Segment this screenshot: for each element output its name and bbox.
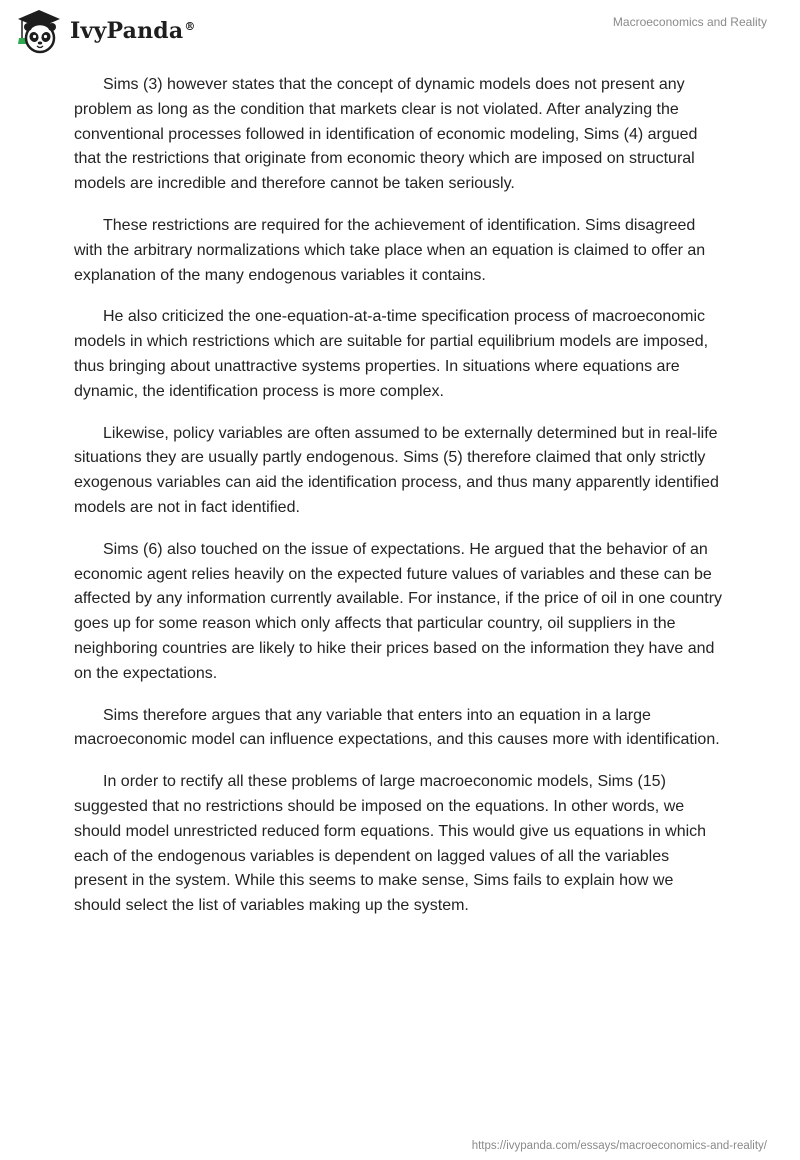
paragraph: Sims therefore argues that any variable that enters into an equation in a large macroeconomic model can influence expectations, and this causes more with identification. — [74, 706, 720, 749]
registered-mark: ® — [184, 19, 196, 33]
panda-graduate-icon — [14, 8, 64, 54]
paragraph: Likewise, policy variables are often assumed to be externally determined but in real-life situations they are usually partly endogenous. Sims (5) therefore claimed that only strictly exogenous variables can aid the identification process, and thus many apparently identified models are not in fact identified. — [74, 424, 719, 516]
ivypanda-logo[interactable] — [14, 8, 196, 54]
paragraph: These restrictions are required for the achievement of identification. Sims disagreed with the arbitrary normalizations which take place when an equation is claimed to offer an explanation of the many endogenous variables it contains. — [74, 216, 706, 284]
essay-body — [74, 73, 724, 936]
brand-name: IvyPanda® — [70, 18, 196, 44]
paragraph: He also criticized the one-equation-at-a-time specification process of macroeconomic models in which restrictions which are suitable for partial equilibrium models are imposed, thus bringing about unattractive systems properties. In situations where equations are dynamic, the identification process is more complex. — [74, 308, 709, 400]
paragraph: Sims (6) also touched on the issue of expectations. He argued that the behavior of an economic agent relies heavily on the expected future values of variables and these can be affected by any information currently available. For instance, if the price of oil in one country goes up for some reason which only affects that particular country, oil suppliers in the neighboring countries are likely to hike their prices based on the information they have and on the expectations. — [74, 540, 723, 682]
paragraph: In order to rectify all these problems of large macroeconomic models, Sims (15) suggested that no restrictions should be imposed on the equations. In other words, we should model unrestricted reduced form equations. This would give us equations in which each of the endogenous variables is dependent on lagged values of all the variables present in the system. While this seems to make sense, Sims fails to explain how we should select the list of variables making up the system. — [74, 773, 707, 915]
footer-url-link[interactable]: https://ivypanda.com/essays/macroeconomics-and-reality/ — [471, 1140, 767, 1152]
paragraph: Sims (3) however states that the concept of dynamic models does not present any problem as long as the condition that markets clear is not violated. After analyzing the conventional processes followed in identification of economic modeling, Sims (4) argued that the restrictions that originate from economic theory which are imposed on structural models are incredible and therefore cannot be taken seriously. — [74, 76, 698, 193]
page-header — [0, 0, 800, 60]
document-title: Macroeconomics and Reality — [612, 15, 767, 29]
